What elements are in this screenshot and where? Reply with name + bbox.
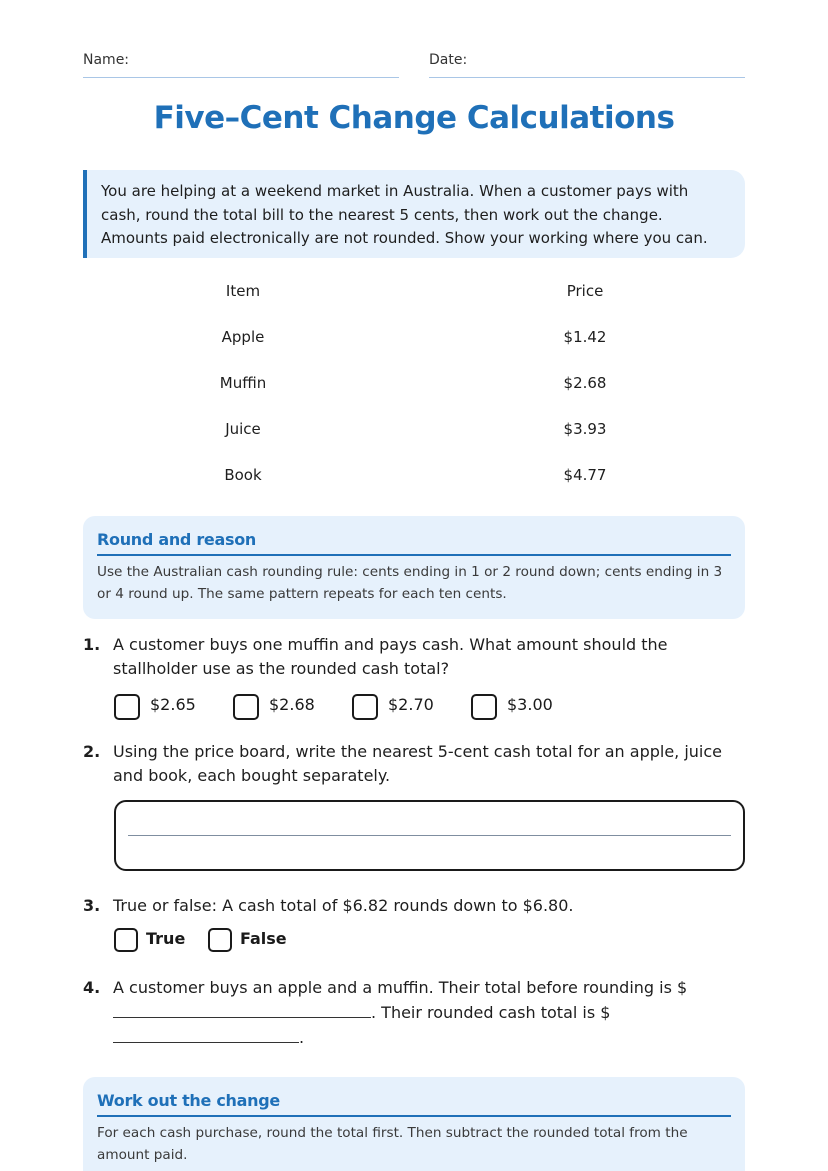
question-text: True or false: A cash total of $6.82 rounds down to $6.80.	[113, 896, 574, 915]
date-label: Date:	[429, 52, 468, 68]
price-cell: $2.68	[563, 374, 607, 392]
date-field[interactable]	[429, 52, 745, 78]
table-header-row	[83, 276, 745, 322]
question-text: A customer buys one muffin and pays cash. What amount should the stallholder use as the rounded cash total?	[113, 635, 668, 678]
header-fields	[83, 52, 745, 78]
work-out-change-box	[83, 1077, 745, 1171]
name-field[interactable]	[83, 52, 399, 78]
item-cell: Juice	[225, 420, 261, 438]
page-title: Five–Cent Change Calculations	[153, 100, 675, 136]
option-label: $3.00	[507, 695, 553, 714]
question-2	[83, 740, 745, 788]
name-label: Name:	[83, 52, 130, 68]
question-1	[83, 633, 745, 681]
checkbox[interactable]	[114, 928, 138, 952]
work-out-change-body: For each cash purchase, round the total first. Then subtract the rounded total from the amount paid.	[97, 1125, 688, 1163]
column-header-item: Item	[225, 282, 261, 300]
question-number: 3.	[83, 896, 101, 915]
option-label: $2.70	[388, 695, 434, 714]
table-row	[83, 414, 745, 460]
option-label: $2.68	[269, 695, 315, 714]
table-row	[83, 368, 745, 414]
intro-callout: You are helping at a weekend market in Australia. When a customer pays with cash, round the total bill to the nearest 5 cents, then work out the change. Amounts paid electronically are not rounded. Show your working where you can.	[83, 170, 745, 258]
question-1-options	[114, 692, 745, 720]
item-cell: Muffin	[219, 374, 267, 392]
price-cell: $3.93	[563, 420, 607, 438]
option-label: False	[240, 929, 287, 948]
answer-line	[128, 835, 731, 836]
option-label: True	[146, 929, 186, 948]
question-text: Using the price board, write the nearest 5-cent cash total for an apple, juice and book, each bought separately.	[113, 742, 723, 785]
fill-blank-rounded[interactable]	[113, 1025, 299, 1043]
column-header-price: Price	[566, 282, 604, 300]
item-cell: Book	[224, 466, 262, 484]
question-text	[113, 975, 745, 1050]
checkbox[interactable]	[208, 928, 232, 952]
option-label: $2.65	[150, 695, 196, 714]
item-cell: Apple	[221, 328, 265, 346]
round-and-reason-box	[83, 516, 745, 619]
checkbox[interactable]	[114, 694, 140, 720]
answer-box[interactable]	[114, 800, 745, 871]
table-row	[83, 322, 745, 368]
question-text-part: A customer buys an apple and a muffin. Their total before rounding is $	[113, 978, 688, 997]
checkbox[interactable]	[352, 694, 378, 720]
price-cell: $4.77	[563, 466, 607, 484]
question-3-options	[114, 926, 414, 954]
question-text-part: . Their rounded cash total is $	[371, 1003, 611, 1022]
round-and-reason-body: Use the Australian cash rounding rule: cents ending in 1 or 2 round down; cents ending in 3 or 4 round up. The same pattern repeats for each ten cents.	[97, 564, 723, 602]
checkbox[interactable]	[233, 694, 259, 720]
work-out-change-heading: Work out the change	[97, 1091, 731, 1117]
price-cell: $1.42	[563, 328, 607, 346]
table-row	[83, 460, 745, 506]
checkbox[interactable]	[471, 694, 497, 720]
question-text-part: .	[299, 1028, 305, 1047]
question-number: 2.	[83, 742, 101, 761]
question-3	[83, 894, 745, 918]
question-4	[83, 975, 745, 1050]
fill-blank-total[interactable]	[113, 1000, 371, 1018]
round-and-reason-heading: Round and reason	[97, 530, 731, 556]
price-table	[83, 276, 745, 506]
question-number: 1.	[83, 635, 101, 654]
question-number: 4.	[83, 978, 101, 997]
